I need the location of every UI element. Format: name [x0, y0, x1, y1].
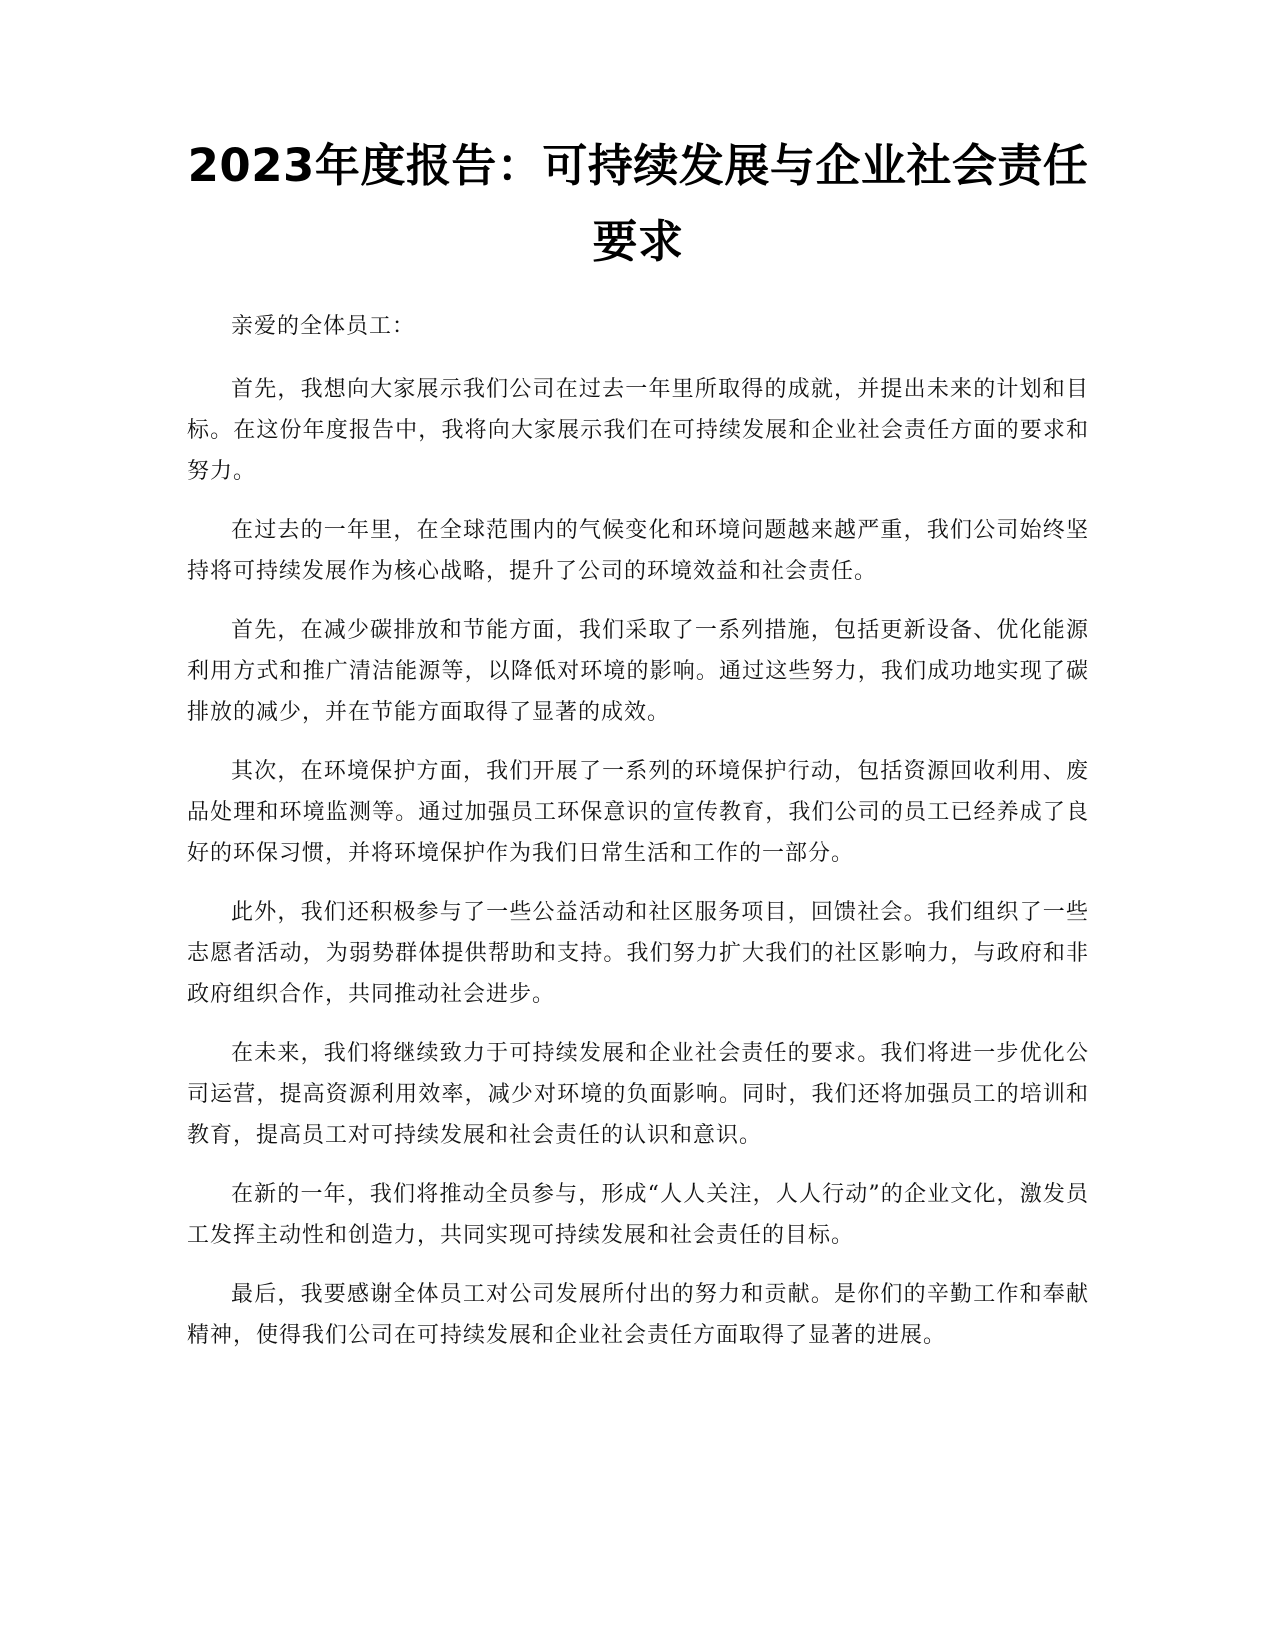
- body-paragraph: 在未来，我们将继续致力于可持续发展和企业社会责任的要求。我们将进一步优化公司运营，提高资源利用效率，减少对环境的负面影响。同时，我们还将加强员工的培训和教育，提高员工对可持续发展和社会责任的认识和意识。: [187, 1041, 1089, 1148]
- greeting-paragraph: 亲爱的全体员工：: [231, 314, 416, 339]
- body-paragraph: 首先，我想向大家展示我们公司在过去一年里所取得的成就，并提出未来的计划和目标。在这份年度报告中，我将向大家展示我们在可持续发展和企业社会责任方面的要求和努力。: [187, 377, 1089, 484]
- body-paragraph: 此外，我们还积极参与了一些公益活动和社区服务项目，回馈社会。我们组织了一些志愿者活动，为弱势群体提供帮助和支持。我们努力扩大我们的社区影响力，与政府和非政府组织合作，共同推动社会进步。: [187, 900, 1089, 1007]
- body-paragraph: 在过去的一年里，在全球范围内的气候变化和环境问题越来越严重，我们公司始终坚持将可持续发展作为核心战略，提升了公司的环境效益和社会责任。: [187, 518, 1089, 584]
- document-body: [187, 306, 1089, 1356]
- document-title: 2023年度报告：可持续发展与企业社会责任要求: [187, 139, 1089, 268]
- closing-paragraph: 最后，我要感谢全体员工对公司发展所付出的努力和贡献。是你们的辛勤工作和奉献精神，使得我们公司在可持续发展和企业社会责任方面取得了显著的进展。: [187, 1282, 1089, 1348]
- body-paragraph: 在新的一年，我们将推动全员参与，形成“人人关注，人人行动”的企业文化，激发员工发挥主动性和创造力，共同实现可持续发展和社会责任的目标。: [187, 1182, 1089, 1248]
- body-paragraph: 其次，在环境保护方面，我们开展了一系列的环境保护行动，包括资源回收利用、废品处理和环境监测等。通过加强员工环保意识的宣传教育，我们公司的员工已经养成了良好的环保习惯，并将环境保护作为我们日常生活和工作的一部分。: [187, 759, 1089, 866]
- body-paragraph: 首先，在减少碳排放和节能方面，我们采取了一系列措施，包括更新设备、优化能源利用方式和推广清洁能源等，以降低对环境的影响。通过这些努力，我们成功地实现了碳排放的减少，并在节能方面取得了显著的成效。: [187, 618, 1089, 725]
- document-content: [187, 128, 1089, 1374]
